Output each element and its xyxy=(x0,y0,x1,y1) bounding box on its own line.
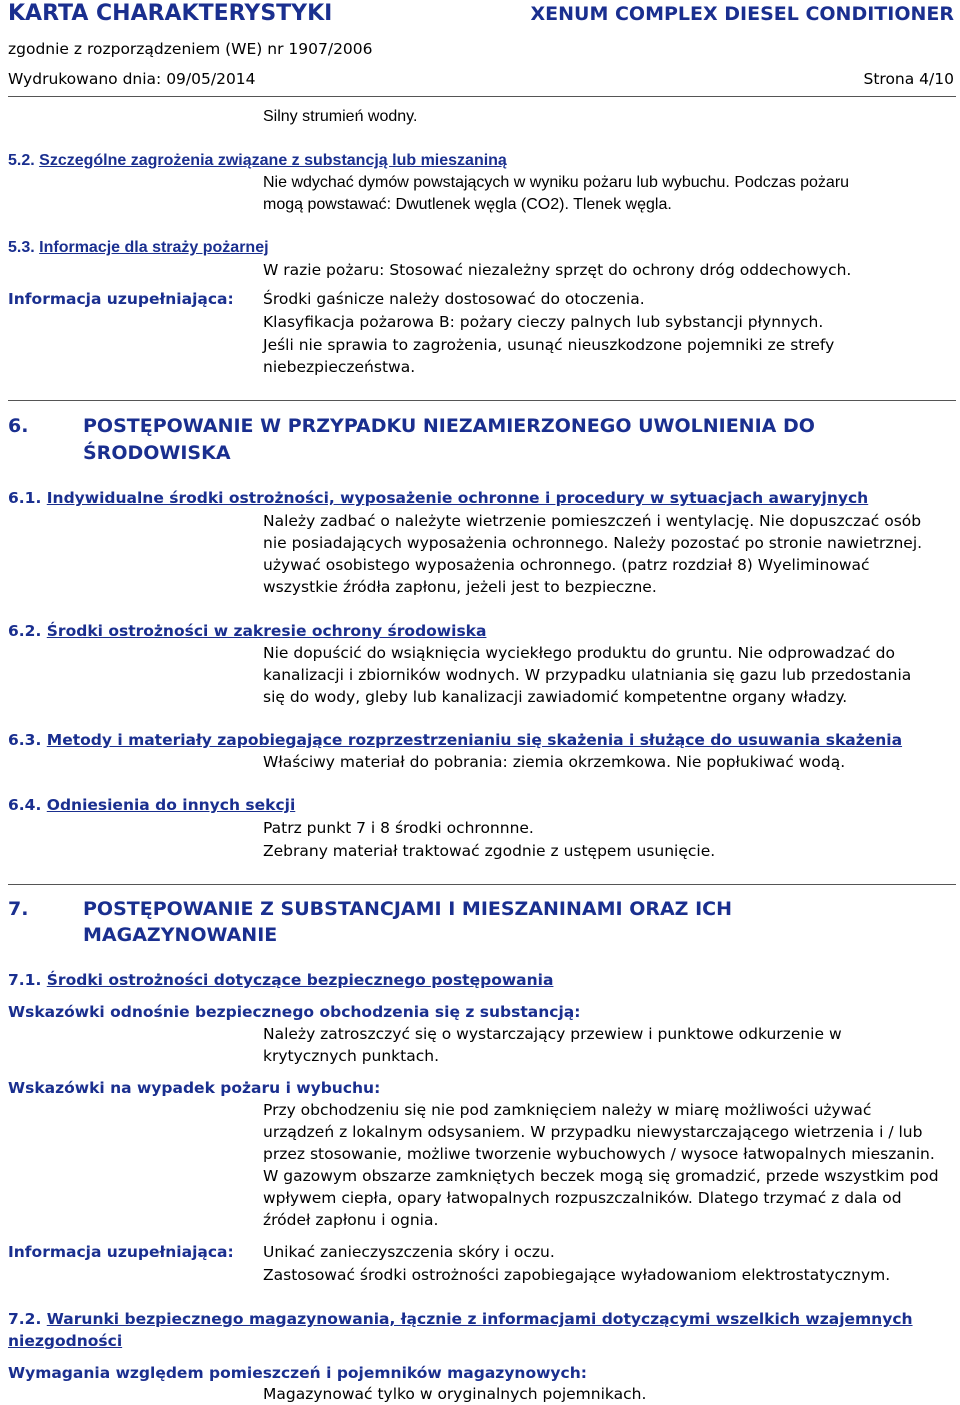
s63-title: Metody i materiały zapobiegające rozprzestrzenianiu się skażenia i służące do usuwania skażenia xyxy=(46,731,903,749)
s72-heading xyxy=(8,1308,913,1330)
document-title: KARTA CHARAKTERYSTYKI xyxy=(8,1,333,26)
s71-extra-line-2: Zastosować środki ostrożności zapobiegające wyładowaniom elektrostatycznym. xyxy=(263,1266,891,1284)
s71-fire-line-4: W gazowym obszarze zamkniętych beczek mogą się gromadzić, przede wszystkim pod xyxy=(263,1167,939,1185)
print-date: Wydrukowano dnia: 09/05/2014 xyxy=(8,70,256,88)
s61-number: 6.1. xyxy=(8,489,42,507)
s62-line-1: Nie dopuścić do wsiąknięcia wyciekłego produktu do gruntu. Nie odprowadzać do xyxy=(263,644,895,662)
s64-line-1: Patrz punkt 7 i 8 środki ochronnne. xyxy=(263,819,534,837)
s71-fire-line-3: przez stosowanie, możliwe tworzenie wybuchowych / wysoce łatwopalnych mieszanin. xyxy=(263,1145,935,1163)
s72-number: 7.2. xyxy=(8,1310,42,1328)
header-divider xyxy=(8,96,956,97)
s72-req-label: Wymagania względem pomieszczeń i pojemników magazynowych: xyxy=(8,1364,587,1382)
s53-number: 5.3. xyxy=(8,239,35,256)
extinguish-line: Silny strumień wodny. xyxy=(263,108,418,125)
s6-title-line-1: POSTĘPOWANIE W PRZYPADKU NIEZAMIERZONEGO UWOLNIENIA DO xyxy=(83,415,815,437)
s5-extra-line-1: Środki gaśnicze należy dostosować do otoczenia. xyxy=(263,290,645,308)
s61-title: Indywidualne środki ostrożności, wyposażenie ochronne i procedury w sytuacjach awaryjnych xyxy=(46,489,869,507)
s52-line-2: mogą powstawać: Dwutlenek węgla (CO2). Tlenek węgla. xyxy=(263,196,672,213)
s5-extra-line-2: Klasyfikacja pożarowa B: pożary cieczy palnych lub sybstancji płynnych. xyxy=(263,313,824,331)
s71-fire-line-1: Przy obchodzeniu się nie pod zamknięciem należy w miarę możliwości używać xyxy=(263,1101,872,1119)
s53-heading xyxy=(8,237,269,259)
s71-extra-line-1: Unikać zanieczyszczenia skóry i oczu. xyxy=(263,1243,555,1261)
s62-number: 6.2. xyxy=(8,622,42,640)
s62-title: Środki ostrożności w zakresie ochrony środowiska xyxy=(46,622,487,640)
s64-number: 6.4. xyxy=(8,796,42,814)
s71-fire-label: Wskazówki na wypadek pożaru i wybuchu: xyxy=(8,1079,381,1097)
s61-line-3: używać osobistego wyposażenia ochronnego. (patrz rozdział 8) Wyeliminować xyxy=(263,556,870,574)
regulation-line: zgodnie z rozporządzeniem (WE) nr 1907/2006 xyxy=(8,40,373,58)
s7-title-line-1: POSTĘPOWANIE Z SUBSTANCJAMI I MIESZANINAMI ORAZ ICH xyxy=(83,898,732,920)
s71-heading xyxy=(8,969,553,991)
s71-handling-label: Wskazówki odnośnie bezpiecznego obchodzenia się z substancją: xyxy=(8,1003,581,1021)
s72-req-line: Magazynować tylko w oryginalnych pojemnikach. xyxy=(263,1385,647,1403)
section-7-divider xyxy=(8,884,956,885)
s62-line-2: kanalizacji i zbiorników wodnych. W przypadku ulatniania się gazu lub przedostania xyxy=(263,666,912,684)
s7-number: 7. xyxy=(8,898,29,920)
product-name: XENUM COMPLEX DIESEL CONDITIONER xyxy=(530,3,954,25)
s71-fire-line-5: wpływem ciepła, opary łatwopalnych rozpuszczalników. Dlatego trzymać z dala od xyxy=(263,1189,902,1207)
s5-extra-line-3: Jeśli nie sprawia to zagrożenia, usunąć nieuszkodzone pojemniki ze strefy xyxy=(263,336,835,354)
s71-title: Środki ostrożności dotyczące bezpiecznego postępowania xyxy=(46,971,554,989)
s72-title-line-1: Warunki bezpiecznego magazynowania, łącznie z informacjami dotyczącymi wszelkich wzajemnych xyxy=(46,1310,913,1328)
s53-title: Informacje dla straży pożarnej xyxy=(39,239,269,256)
s63-number: 6.3. xyxy=(8,731,42,749)
s71-handling-line-2: krytycznych punktach. xyxy=(263,1047,440,1065)
s63-heading xyxy=(8,729,902,751)
s71-handling-line-1: Należy zatroszczyć się o wystarczający przewiew i punktowe odkurzenie w xyxy=(263,1025,842,1043)
s5-extra-label: Informacja uzupełniająca: xyxy=(8,290,234,308)
s71-extra-label: Informacja uzupełniająca: xyxy=(8,1243,234,1261)
page-number: Strona 4/10 xyxy=(863,70,954,88)
s52-heading xyxy=(8,150,507,172)
s71-fire-line-6: źródeł zapłonu i ognia. xyxy=(263,1211,439,1229)
s53-line: W razie pożaru: Stosować niezależny sprzęt do ochrony dróg oddechowych. xyxy=(263,261,852,279)
s72-title-line-2: niezgodności xyxy=(8,1332,123,1350)
section-6-divider xyxy=(8,400,956,401)
s63-line-1: Właściwy materiał do pobrania: ziemia okrzemkowa. Nie popłukiwać wodą. xyxy=(263,753,846,771)
s61-line-4: wszystkie źródła zapłonu, jeżeli jest to bezpieczne. xyxy=(263,578,657,596)
s6-number: 6. xyxy=(8,415,29,437)
s61-line-1: Należy zadbać o należyte wietrzenie pomieszczeń i wentylację. Nie dopuszczać osób xyxy=(263,512,922,530)
s71-fire-line-2: urządzeń z lokalnym odsysaniem. W przypadku niewystarczającego wietrzenia i / lub xyxy=(263,1123,923,1141)
s7-title-line-2: MAGAZYNOWANIE xyxy=(83,924,278,946)
s62-line-3: się do wody, gleby lub kanalizacji zawiadomić kompetentne organy władzy. xyxy=(263,688,848,706)
s52-number: 5.2. xyxy=(8,152,35,169)
s64-line-2: Zebrany materiał traktować zgodnie z ustępem usunięcie. xyxy=(263,842,716,860)
s5-extra-line-4: niebezpieczeństwa. xyxy=(263,358,416,376)
s64-heading xyxy=(8,794,295,816)
s64-title: Odniesienia do innych sekcji xyxy=(46,796,296,814)
s62-heading xyxy=(8,620,486,642)
s6-title-line-2: ŚRODOWISKA xyxy=(83,442,231,464)
s52-line-1: Nie wdychać dymów powstających w wyniku pożaru lub wybuchu. Podczas pożaru xyxy=(263,174,850,191)
s61-line-2: nie posiadających wyposażenia ochronnego. Należy pozostać po stronie nawietrznej. xyxy=(263,534,923,552)
s71-number: 7.1. xyxy=(8,971,42,989)
s52-title: Szczególne zagrożenia związane z substancją lub mieszaniną xyxy=(39,152,507,169)
s61-heading xyxy=(8,487,868,509)
